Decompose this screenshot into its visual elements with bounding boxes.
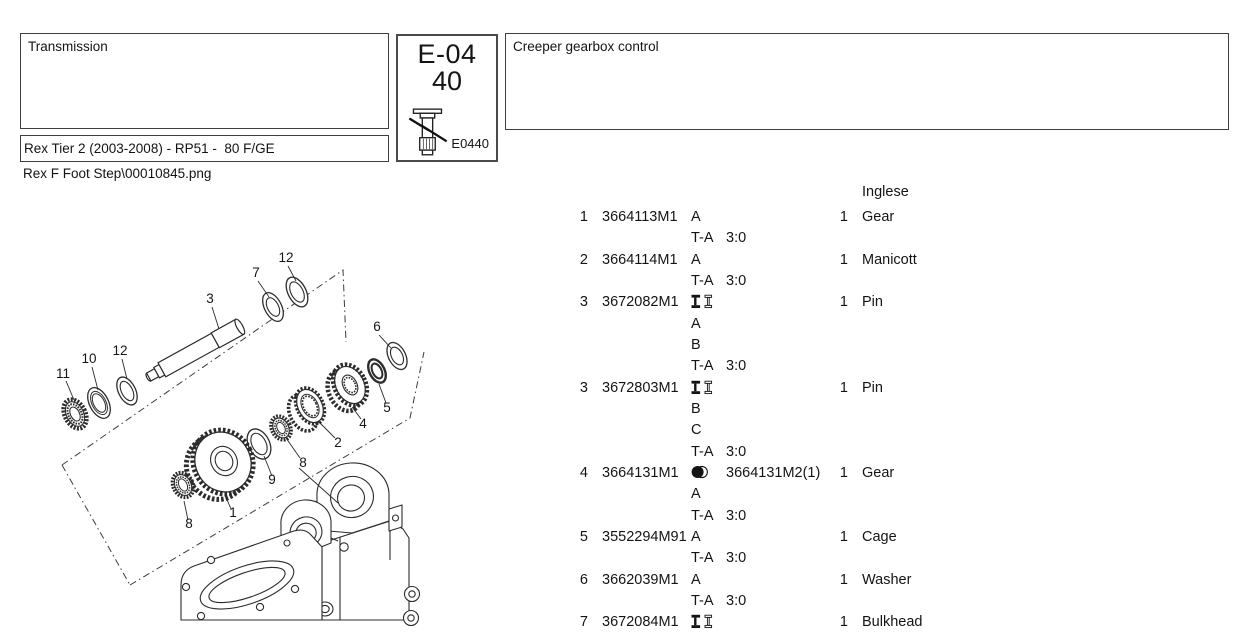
- quantity-cell: 1: [839, 464, 848, 481]
- code-cell: T-A: [691, 230, 714, 247]
- description-cell: Washer: [862, 571, 912, 588]
- description-cell: Cage: [862, 528, 897, 545]
- callout-label: 2: [334, 435, 342, 450]
- code-value-cell: 3:0: [726, 592, 747, 609]
- code-cell: T-A: [691, 550, 714, 567]
- model-text: Rex Tier 2 (2003-2008) - RP51 - 80 F/GE: [24, 141, 275, 156]
- part-number-cell: 3664114M1: [602, 251, 678, 268]
- code-value-cell: 3:0: [726, 443, 747, 460]
- code-cell: T-A: [691, 358, 714, 375]
- section-code: E-04: [417, 39, 477, 69]
- table-row-head: [0, 292, 1240, 312]
- code-value-cell: 3:0: [726, 230, 747, 247]
- code-cell: T-A: [691, 592, 714, 609]
- section-title: Transmission: [28, 39, 108, 54]
- quantity-cell: 1: [839, 528, 848, 545]
- part-number-cell: 3672803M1: [602, 379, 679, 396]
- quantity-cell: 1: [839, 571, 848, 588]
- table-row-head: [0, 527, 1240, 547]
- pin-pair-icon: [691, 294, 714, 315]
- part-number-cell: 3552294M91: [602, 528, 687, 545]
- table-row-head: [0, 463, 1240, 483]
- table-line: [0, 314, 1240, 334]
- callout-label: 3: [206, 291, 214, 306]
- table-row-head: [0, 612, 1240, 632]
- section-ref-code: E0440: [451, 136, 489, 151]
- callout-label: 8: [185, 516, 193, 531]
- quantity-cell: 1: [839, 614, 848, 631]
- code-cell: A: [691, 209, 701, 225]
- description-cell: Pin: [862, 294, 883, 311]
- table-line: [0, 591, 1240, 611]
- code-cell: T-A: [691, 443, 714, 460]
- table-line: [0, 228, 1240, 248]
- table-line: [0, 548, 1240, 568]
- code-cell: T-A: [691, 507, 714, 524]
- code-value-cell: 3:0: [726, 550, 747, 567]
- code-value-cell: 3:0: [726, 358, 747, 375]
- description-cell: Bulkhead: [862, 614, 923, 631]
- table-line: [0, 399, 1240, 419]
- callout-label: 5: [383, 400, 391, 415]
- table-line: [0, 506, 1240, 526]
- table-row-head: [0, 207, 1240, 227]
- table-line: [0, 356, 1240, 376]
- table-row-head: [0, 570, 1240, 590]
- file-caption: Rex F Foot Step\00010845.png: [23, 166, 212, 181]
- part-number-cell: 3662039M1: [602, 571, 679, 588]
- language-column-header: Inglese: [862, 184, 909, 200]
- code-cell: A: [691, 528, 701, 545]
- pin-pair-icon: [691, 614, 714, 635]
- table-line: [0, 420, 1240, 440]
- part-number-cell: 3672082M1: [602, 294, 679, 311]
- code-cell: A: [691, 251, 701, 268]
- table-line: [0, 484, 1240, 504]
- item-number-cell: 3: [579, 379, 588, 396]
- section-subcode: 40: [431, 66, 463, 96]
- code-value-cell: 3:0: [726, 272, 747, 289]
- quantity-cell: 1: [839, 379, 848, 396]
- code-cell: T-A: [691, 272, 714, 289]
- table-line: [0, 271, 1240, 291]
- pin-pair-icon: [691, 380, 714, 401]
- callout-label: 1: [229, 505, 237, 520]
- superseded-icon: [691, 465, 709, 485]
- callout-label: 12: [278, 250, 294, 265]
- code-cell: A: [691, 486, 701, 503]
- item-number-cell: 6: [579, 571, 588, 588]
- callout-label: 4: [359, 416, 367, 431]
- callout-label: 12: [112, 343, 128, 358]
- code-cell: A: [691, 315, 701, 332]
- callout-label: 8: [299, 455, 307, 470]
- code-cell: B: [691, 336, 701, 353]
- code-cell: B: [691, 400, 701, 417]
- page-description: Creeper gearbox control: [513, 39, 659, 54]
- quantity-cell: 1: [839, 251, 848, 268]
- item-number-cell: 5: [579, 528, 588, 545]
- code-value-cell: 3:0: [726, 507, 747, 524]
- code-cell: C: [691, 422, 702, 439]
- code-cell: A: [691, 571, 701, 588]
- quantity-cell: 1: [839, 209, 848, 225]
- part-number-cell: 3664113M1: [602, 209, 678, 225]
- part-number-cell: 3672084M1: [602, 614, 679, 631]
- description-cell: Manicott: [862, 251, 917, 268]
- item-number-cell: 3: [579, 294, 588, 311]
- table-line: [0, 335, 1240, 355]
- callout-label: 7: [252, 265, 260, 280]
- callout-label: 11: [55, 366, 71, 381]
- callout-label: 10: [81, 351, 97, 366]
- table-line: [0, 442, 1240, 462]
- item-number-cell: 7: [579, 614, 588, 631]
- alt-part-cell: 3664131M2(1): [726, 464, 821, 481]
- part-number-cell: 3664131M1: [602, 464, 679, 481]
- callout-label: 6: [373, 319, 381, 334]
- description-cell: Gear: [862, 209, 895, 225]
- item-number-cell: 1: [579, 209, 588, 225]
- callout-label: 9: [268, 472, 276, 487]
- description-cell: Gear: [862, 464, 895, 481]
- table-row-head: [0, 250, 1240, 270]
- item-number-cell: 2: [579, 251, 588, 268]
- item-number-cell: 4: [579, 464, 588, 481]
- description-cell: Pin: [862, 379, 883, 396]
- quantity-cell: 1: [839, 294, 848, 311]
- table-row-head: [0, 378, 1240, 398]
